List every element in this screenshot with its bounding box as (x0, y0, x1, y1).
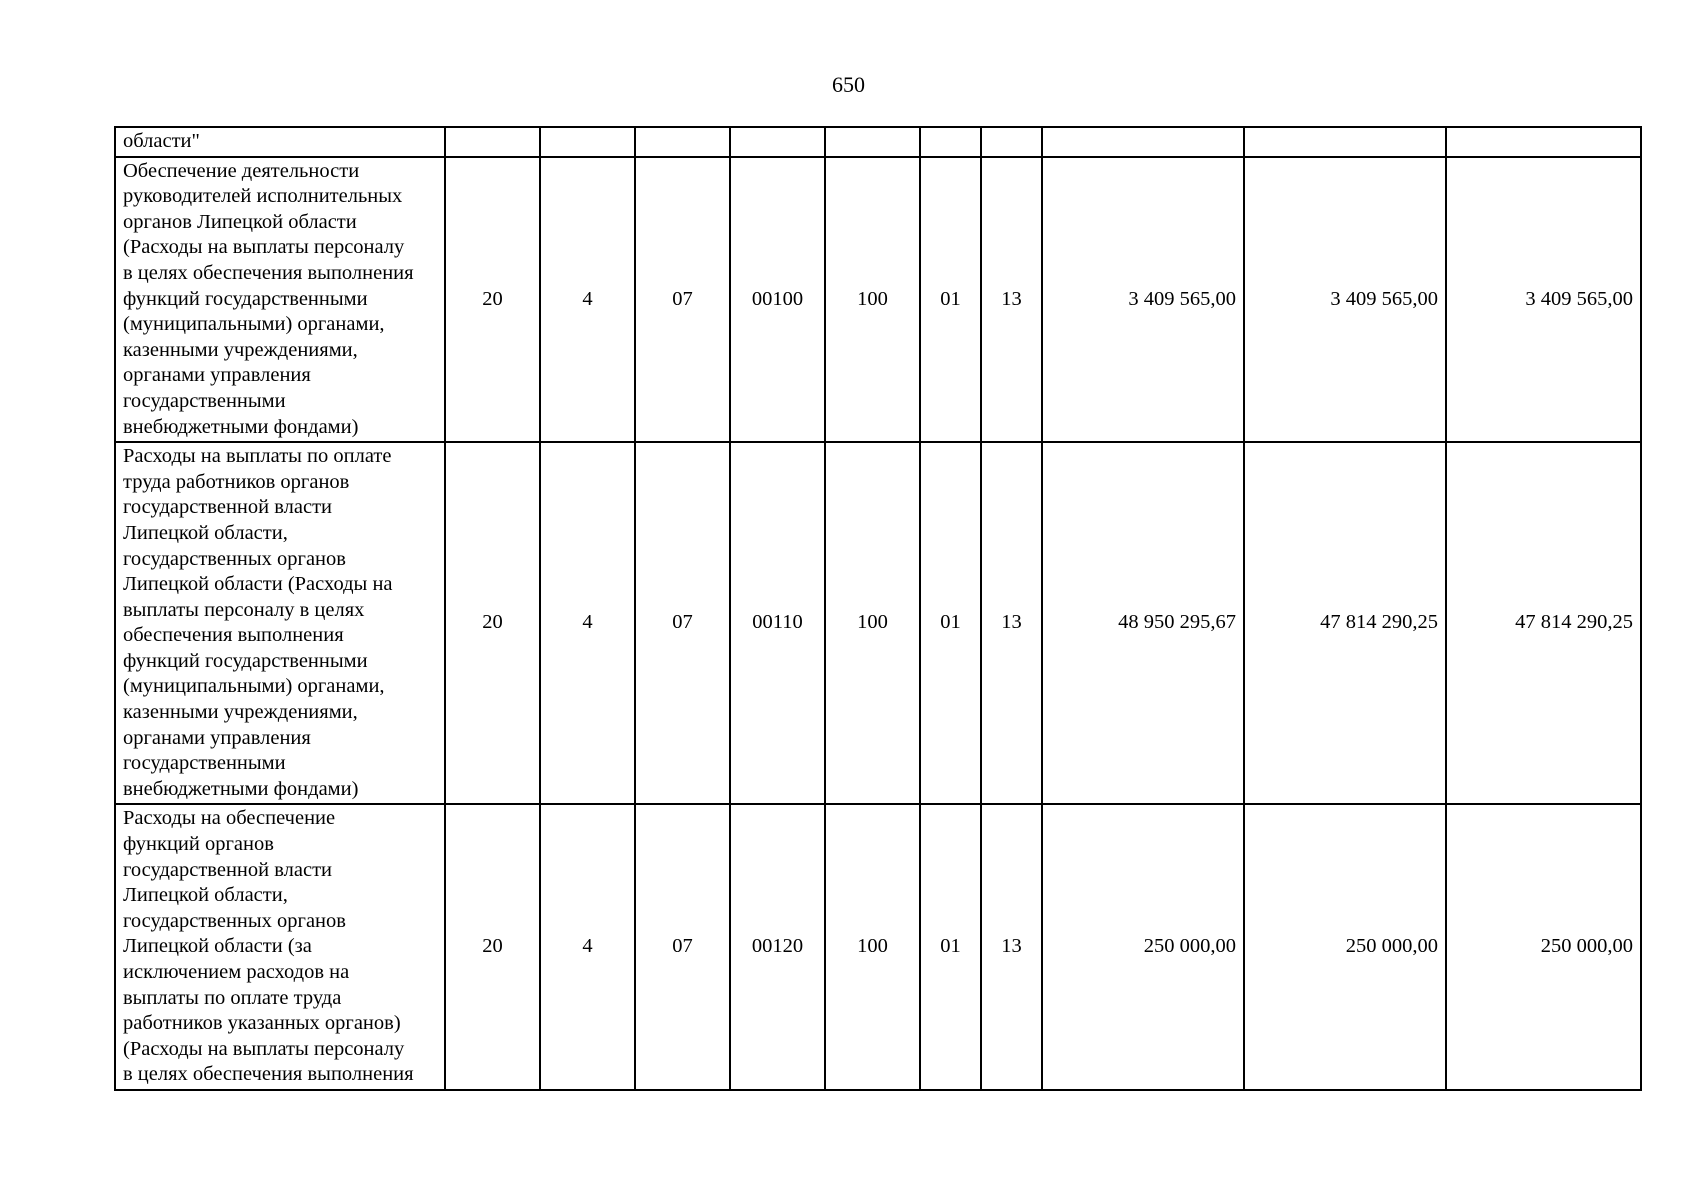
code-subsection (981, 127, 1042, 157)
description-line: Липецкой области (за (123, 935, 312, 958)
row-description (115, 127, 445, 157)
amount-year-1: 48 950 295,67 (1042, 442, 1244, 804)
description-line: государственными (123, 752, 286, 775)
description-line: Расходы на обеспечение (123, 807, 336, 830)
code-section: 01 (920, 157, 981, 443)
row-description (115, 804, 445, 1090)
code-expense-type: 100 (825, 442, 920, 804)
description-line: функций органов (123, 833, 274, 856)
code-section: 01 (920, 804, 981, 1090)
description-line: органов Липецкой области (123, 210, 357, 233)
code-subprogram: 07 (635, 157, 730, 443)
code-program: 4 (540, 804, 635, 1090)
budget-table (114, 126, 1642, 1091)
description-line: государственными (123, 389, 286, 412)
amount-year-2 (1244, 127, 1446, 157)
code-subprogram: 07 (635, 804, 730, 1090)
row-description (115, 157, 445, 443)
code-direction (730, 127, 825, 157)
description-line: в целях обеспечения выполнения (123, 261, 414, 284)
description-line: работников указанных органов) (123, 1012, 401, 1035)
description-line: государственных органов (123, 547, 346, 570)
description-line: руководителей исполнительных (123, 185, 403, 208)
code-subsection: 13 (981, 442, 1042, 804)
code-expense-type: 100 (825, 157, 920, 443)
description-line: казенными учреждениями, (123, 338, 358, 361)
code-program: 4 (540, 157, 635, 443)
code-section (920, 127, 981, 157)
description-line: функций государственными (123, 287, 368, 310)
code-direction: 00100 (730, 157, 825, 443)
code-subsection: 13 (981, 804, 1042, 1090)
code-expense-type: 100 (825, 804, 920, 1090)
description-line: выплаты персоналу в целях (123, 598, 365, 621)
code-admin: 20 (445, 804, 540, 1090)
table-body (115, 127, 1641, 1090)
description-line: выплаты по оплате труда (123, 986, 342, 1009)
description-line: Расходы на выплаты по оплате (123, 445, 392, 468)
row-description (115, 442, 445, 804)
code-direction: 00120 (730, 804, 825, 1090)
code-subprogram: 07 (635, 442, 730, 804)
description-line: Обеспечение деятельности (123, 159, 360, 182)
amount-year-1: 250 000,00 (1042, 804, 1244, 1090)
amount-year-3: 3 409 565,00 (1446, 157, 1641, 443)
description-line: государственных органов (123, 909, 346, 932)
description-line: (муниципальными) органами, (123, 675, 385, 698)
description-line: исключением расходов на (123, 961, 350, 983)
amount-year-2: 47 814 290,25 (1244, 442, 1446, 804)
description-line: внебюджетными фондами) (123, 777, 359, 800)
description-line: функций государственными (123, 649, 368, 672)
description-line: казенными учреждениями, (123, 701, 358, 724)
code-section: 01 (920, 442, 981, 804)
description-line: труда работников органов (123, 470, 350, 493)
amount-year-3: 250 000,00 (1446, 804, 1641, 1090)
table-row (115, 442, 1641, 804)
description-line: области" (123, 130, 200, 152)
code-subprogram (635, 127, 730, 157)
code-admin: 20 (445, 157, 540, 443)
description-line: государственной власти (123, 858, 332, 881)
code-subsection: 13 (981, 157, 1042, 443)
description-line: (Расходы на выплаты персоналу (123, 1037, 405, 1060)
code-direction: 00110 (730, 442, 825, 804)
amount-year-1 (1042, 127, 1244, 157)
description-line: государственной власти (123, 496, 332, 519)
code-expense-type (825, 127, 920, 157)
amount-year-1: 3 409 565,00 (1042, 157, 1244, 443)
description-line: обеспечения выполнения (123, 624, 344, 647)
amount-year-2: 3 409 565,00 (1244, 157, 1446, 443)
amount-year-2: 250 000,00 (1244, 804, 1446, 1090)
description-line: (муниципальными) органами, (123, 313, 385, 336)
code-program (540, 127, 635, 157)
description-line: (Расходы на выплаты персоналу (123, 236, 405, 259)
code-admin (445, 127, 540, 157)
table-row (115, 804, 1641, 1090)
description-line: в целях обеспечения выполнения (123, 1063, 414, 1086)
description-line: органами управления (123, 364, 311, 387)
amount-year-3 (1446, 127, 1641, 157)
page-number: 650 (832, 72, 865, 97)
table-row (115, 157, 1641, 443)
description-line: Липецкой области, (123, 884, 288, 907)
table-row (115, 127, 1641, 157)
description-line: Липецкой области, (123, 521, 288, 544)
description-line: органами управления (123, 726, 311, 749)
description-line: внебюджетными фондами) (123, 415, 359, 438)
code-admin: 20 (445, 442, 540, 804)
description-line: Липецкой области (Расходы на (123, 573, 393, 596)
amount-year-3: 47 814 290,25 (1446, 442, 1641, 804)
code-program: 4 (540, 442, 635, 804)
